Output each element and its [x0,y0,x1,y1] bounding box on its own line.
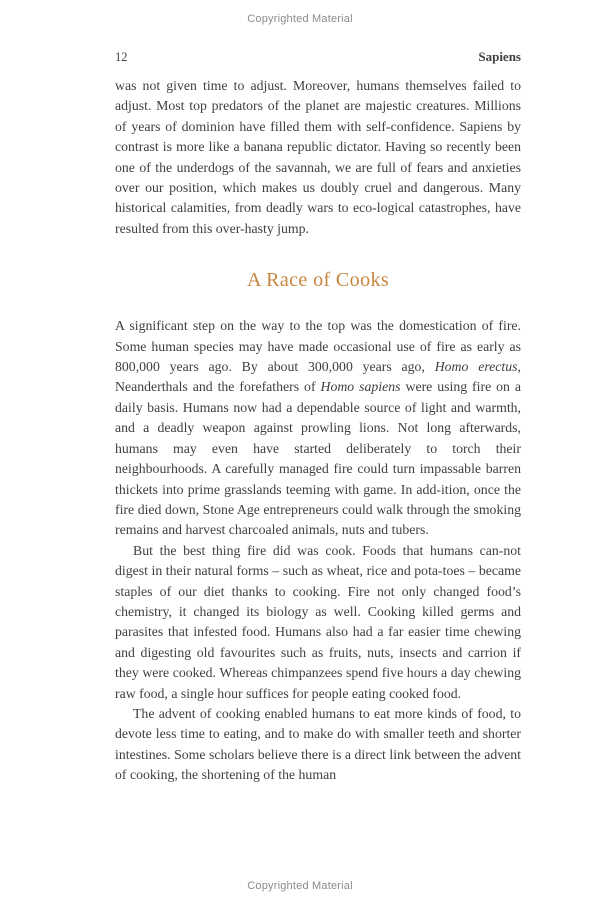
running-header [115,49,521,65]
copyright-notice-top: Copyrighted Material [247,13,353,25]
paragraph-over-hasty-jump [115,76,521,239]
text-run: The advent of cooking enabled humans to eat more kinds of food, to devote less time to eating, and to make do with smaller teeth and shorter intestines. Some scholars believe there is a direct link between the advent of cooking, the shortening of the human [115,705,521,783]
copyright-notice-bottom: Copyrighted Material [247,880,353,892]
page-number: 12 [115,50,128,64]
italic-text-run: Homo erectus [434,359,518,375]
paragraph-advent-of-cooking [115,704,521,786]
section-heading: A Race of Cooks [246,269,390,292]
text-run: , Neanderthals and the forefathers of [115,359,521,395]
book-title: Sapiens [478,49,521,64]
text-run: were using fire on a daily basis. Humans now had a dependable source of light and warmth, and a deadly weapon against prowling lions. Not long afterwards, humans may even have started deliberately to torch their neighbourhoods. A carefully managed fire could turn impassable barren thickets into prime grasslands teeming with game. In add-ition, once the fire died down, Stone Age entrepreneurs could walk through the smoking remains and harvest charcoaled animals, nuts and tubers. [115,379,521,538]
paragraph-domestication-of-fire [115,316,521,540]
page-body [115,76,521,786]
text-run: A significant step on the way to the top was the domestication of fire. Some human species may have made occasional use of fire as early as 800,000 years ago. By about 300,000 years ago, [115,318,521,375]
text-run: was not given time to adjust. Moreover, humans themselves failed to adjust. Most top predators of the planet are majestic creatures. Millions of years of dominion have filled them with self-confidence. Sapiens by contrast is more like a banana republic dictator. Having so recently been one of the underdogs of the savannah, we are full of fears and anxieties over our position, which makes us doubly cruel and dangerous. Many historical calamities, from deadly wars to eco-logical catastrophes, have resulted from this over-hasty jump. [115,78,521,236]
italic-text-run: Homo sapiens [320,379,401,395]
paragraph-cooking-benefits [115,541,521,704]
text-run: But the best thing fire did was cook. Foods that humans can-not digest in their natural forms – such as wheat, rice and pota-toes – became staples of our diet thanks to cooking. Fire not only changed food’s chemistry, it changed its biology as well. Cooking killed germs and parasites that infested food. Humans also had a far easier time chewing and digesting old favourites such as fruits, nuts, insects and carrion if they were cooked. Whereas chimpanzees spend five hours a day chewing raw food, a single hour suffices for people eating cooked food. [115,542,521,701]
